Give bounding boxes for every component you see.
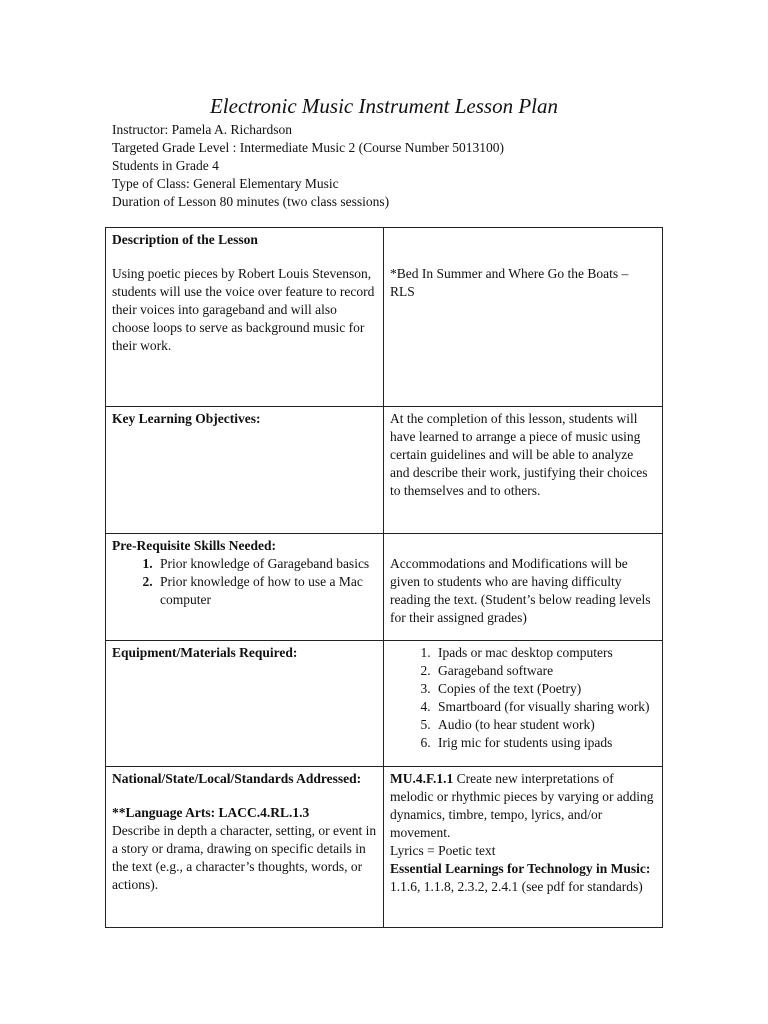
equipment-right-cell <box>384 641 663 767</box>
language-arts-heading: **Language Arts: LACC.4.RL.1.3 <box>112 805 310 820</box>
language-arts-body: Describe in depth a character, setting, or event in a story or drama, drawing on specific details in the text (e.g., a character’s thoughts, words, or actions). <box>112 823 377 892</box>
class-type-line: Type of Class: General Elementary Music <box>112 176 339 191</box>
standards-row <box>106 767 663 928</box>
objectives-body: At the completion of this lesson, students will have learned to arrange a piece of music using certain guidelines and will be able to analyze and describe their work, justifying their choices to themselves and to others. <box>390 411 648 498</box>
lyrics-note: Lyrics = Poetic text <box>390 843 496 858</box>
description-row <box>106 228 663 407</box>
instructor-line: Instructor: Pamela A. Richardson <box>112 122 292 137</box>
standards-right-cell <box>384 767 663 928</box>
list-item: 1. Prior knowledge of Garageband basics <box>156 555 377 573</box>
prereq-list <box>112 555 377 609</box>
standards-heading: National/State/Local/Standards Addressed: <box>112 771 362 786</box>
list-item: 3. Copies of the text (Poetry) <box>434 680 656 698</box>
equipment-row <box>106 641 663 767</box>
document-title: Electronic Music Instrument Lesson Plan <box>209 94 558 118</box>
list-item: 1. Ipads or mac desktop computers <box>434 644 656 662</box>
lesson-meta <box>112 121 504 211</box>
list-item: 2. Garageband software <box>434 662 656 680</box>
description-poems: *Bed In Summer and Where Go the Boats – RLS <box>390 266 629 299</box>
description-right-cell <box>384 228 663 407</box>
technology-standard <box>390 860 656 896</box>
music-standard-code: MU.4.F.1.1 <box>390 771 454 786</box>
technology-heading: Essential Learnings for Technology in Music: <box>390 861 651 876</box>
list-item: 2. Prior knowledge of how to use a Mac computer <box>156 573 377 609</box>
students-line: Students in Grade 4 <box>112 158 219 173</box>
description-heading: Description of the Lesson <box>112 232 258 247</box>
prereq-cell <box>106 534 384 641</box>
equipment-cell <box>106 641 384 767</box>
prereq-row <box>106 534 663 641</box>
equipment-heading: Equipment/Materials Required: <box>112 645 298 660</box>
standards-cell <box>106 767 384 928</box>
list-item: 6. Irig mic for students using ipads <box>434 734 656 752</box>
prereq-right-cell <box>384 534 663 641</box>
music-standard <box>390 770 656 842</box>
description-body: Using poetic pieces by Robert Louis Stevenson, students will use the voice over feature to record their voices into garageband and will also choose loops to serve as background music for their work. <box>112 266 375 353</box>
accommodations-text: Accommodations and Modifications will be given to students who are having difficulty reading the text. (Student’s below reading levels for their assigned grades) <box>390 556 651 625</box>
description-cell <box>106 228 384 407</box>
equipment-list <box>390 644 656 752</box>
duration-line: Duration of Lesson 80 minutes (two class sessions) <box>112 194 390 209</box>
list-item: 5. Audio (to hear student work) <box>434 716 656 734</box>
technology-body: 1.1.6, 1.1.8, 2.3.2, 2.4.1 (see pdf for standards) <box>390 879 643 894</box>
lesson-plan-table <box>105 227 663 928</box>
objectives-row <box>106 407 663 534</box>
objectives-heading: Key Learning Objectives: <box>112 411 261 426</box>
list-item: 4. Smartboard (for visually sharing work) <box>434 698 656 716</box>
grade-level-line: Targeted Grade Level : Intermediate Music 2 (Course Number 5013100) <box>112 140 505 155</box>
objectives-cell <box>106 407 384 534</box>
objectives-right-cell <box>384 407 663 534</box>
music-standard-body: Create new interpretations of melodic or rhythmic pieces by varying or adding dynamics, timbre, tempo, lyrics, and/or movement. <box>390 771 654 840</box>
prereq-heading: Pre-Requisite Skills Needed: <box>112 538 276 553</box>
